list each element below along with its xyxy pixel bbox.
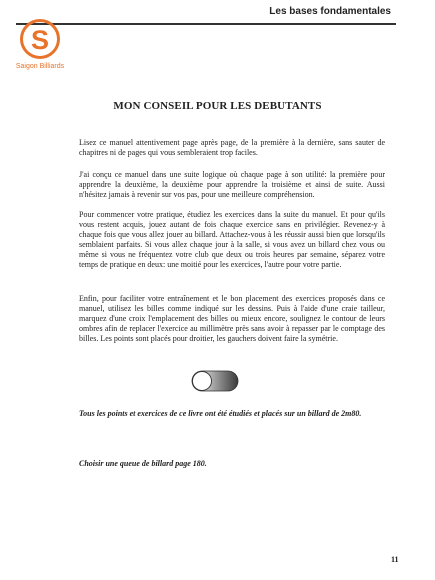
logo-brand-name: Saigon Billiards [15, 63, 65, 70]
section-title: MON CONSEIL POUR LES DEBUTANTS [113, 100, 322, 112]
billiard-ball-shadow-illustration [186, 368, 242, 394]
paragraph-4: Enfin, pour faciliter votre entraînement et le bon placement des exercices proposés dans ce manuel, utilisez les billes comme indiqué sur les dessins. Puis à l'aide d'une craie tailleur, marquez d'une croix l'emplacement des billes ou mieux encore, soulignez le contour de leurs ombres afin de replacer l'exercice au millimètre près sans avoir à repasser par le comptage des billes. Les points sont placés pour droitier, les gauchers doivent faire la symétrie. [79, 294, 385, 344]
running-header: Les bases fondamentales [269, 6, 391, 17]
note-cue-reference: Choisir une queue de billard page 180. [79, 459, 207, 468]
logo-circle-icon [20, 19, 60, 59]
saigon-billiards-logo [9, 19, 71, 91]
paragraph-3: Pour commencer votre pratique, étudiez les exercices dans la suite du manuel. Et pour qu'ils vous restent acquis, jouez autant de fois chaque exercice sans en privilégier. Revenez-y à chaque fois que vous allez jouer au billard. Attachez-vous à les réussir aussi bien que lorsqu'ils semblaient parfaits. Si vous allez chaque jour à la salle, si vous avez un billard chez vous ou même si vous ne fréquentez votre club que deux ou trois heures par semaine, séparez votre temps de pratique en deux: une moitié pour les exercices, l'autre pour votre partie. [79, 210, 385, 270]
page-number: 11 [391, 555, 399, 564]
paragraph-1: Lisez ce manuel attentivement page après page, de la première à la dernière, sans sauter de chapitres ni de pages qui vous sembleraient trop faciles. [79, 138, 385, 158]
header-rule [16, 23, 396, 25]
billiard-ball-icon [193, 372, 212, 391]
note-billiard-size: Tous les points et exercices de ce livre ont été étudiés et placés sur un billard de 2m80. [79, 409, 362, 418]
paragraph-2: J'ai conçu ce manuel dans une suite logique où chaque page à son utilité: la première pour apprendre la deuxième, la deuxième pour apprendre la troisième et ainsi de suite. Aussi n'hésitez jamais à revenir sur vos pas, pour une meilleure compréhension. [79, 170, 385, 200]
logo-letter: S [30, 25, 49, 55]
